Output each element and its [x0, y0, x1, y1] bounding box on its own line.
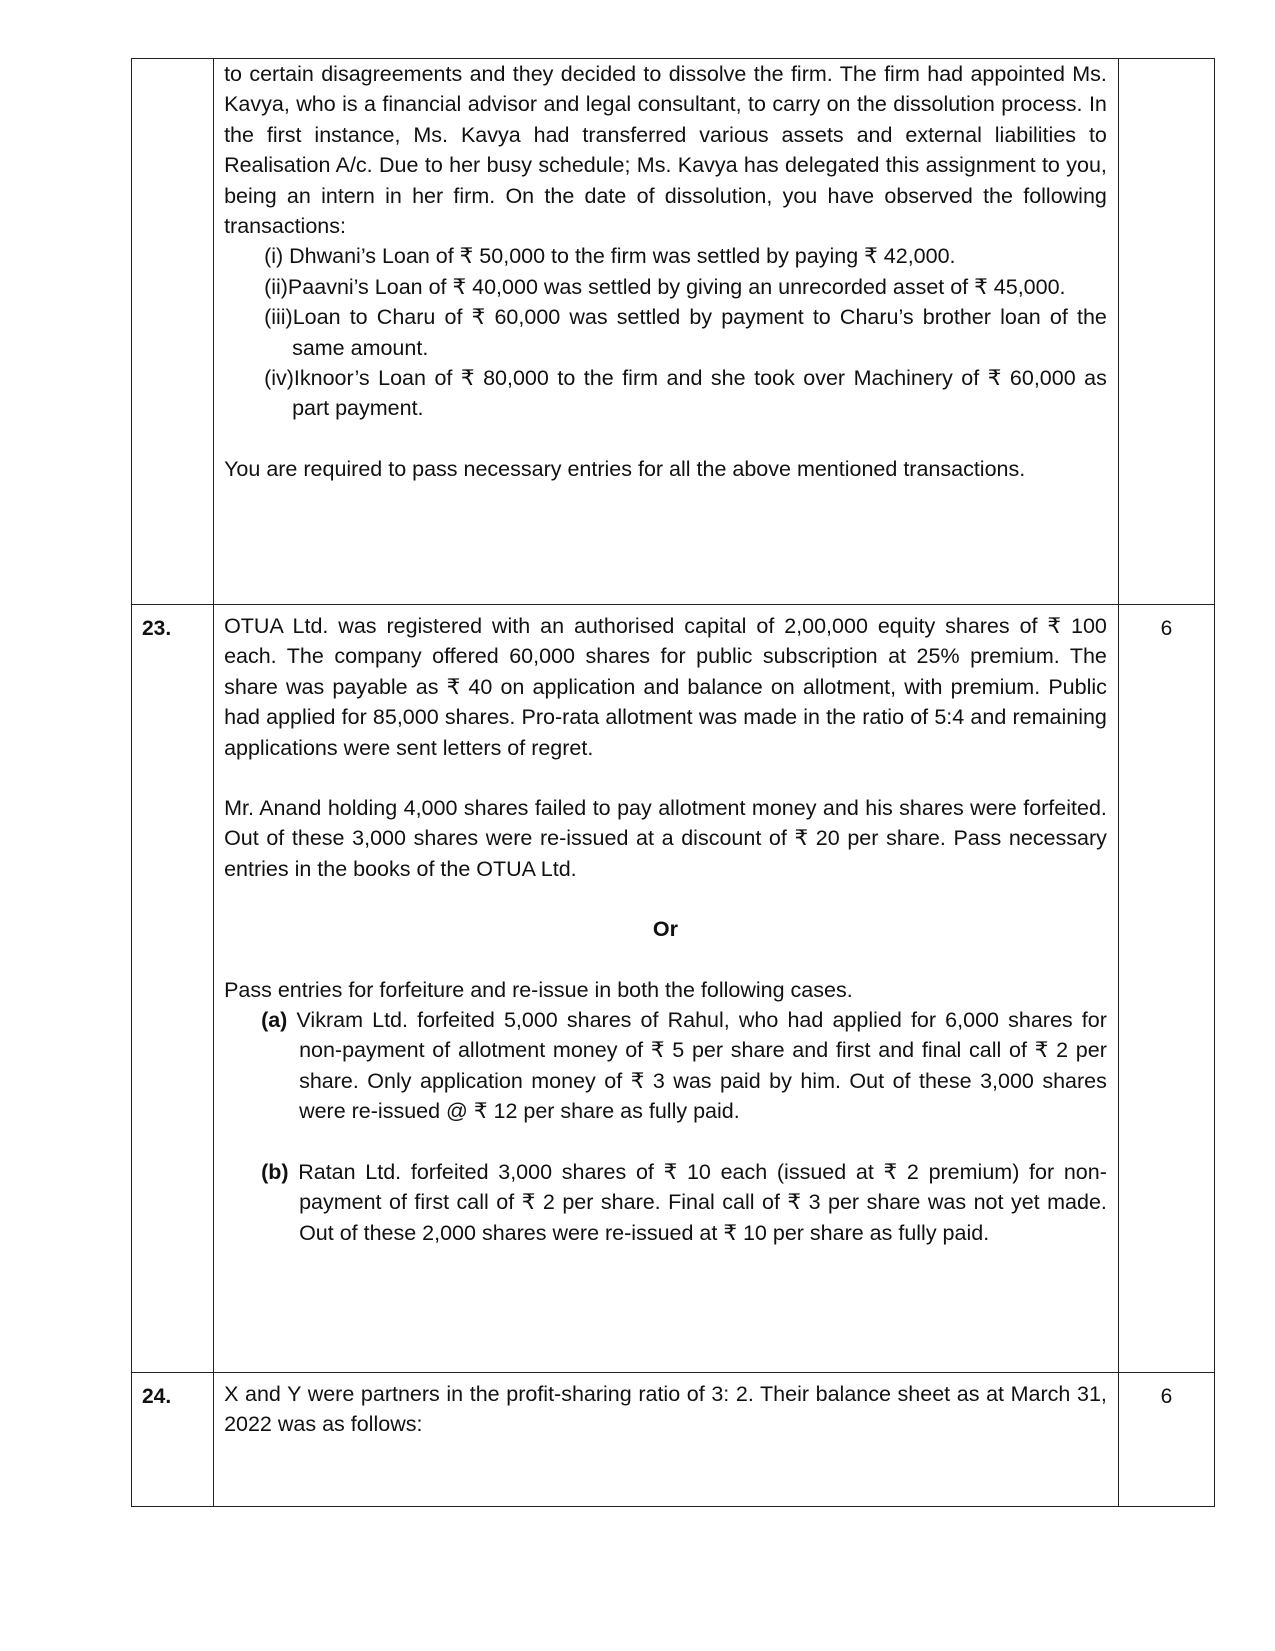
question-text-cell [214, 1373, 1119, 1507]
case-a-label: (a) [261, 1008, 288, 1033]
question-number-cell [132, 59, 214, 605]
question-text-cell [214, 59, 1119, 605]
question-number: 24. [132, 1373, 214, 1507]
question-marks: 6 [1118, 605, 1214, 1373]
question-row-24 [132, 1373, 1215, 1507]
q23-para-1: OTUA Ltd. was registered with an authorised capital of 2,00,000 equity shares of ₹ 100 each. The company offered 60,000 shares for public subscription at 25% premium. The share was payable as ₹ 40 on application and balance on allotment, with premium. Public had applied for 85,000 shares. Pro-rata allotment was made in the ratio of 5:4 and remaining applications were sent letters of regret. [224, 614, 1107, 760]
q22-item-iii: (iii)Loan to Charu of ₹ 60,000 was settled by payment to Charu’s brother loan of the same amount. [264, 305, 1107, 360]
q22-transaction-list [224, 241, 1107, 423]
q23-case-b [224, 1157, 1107, 1248]
q23-cases-list [224, 1005, 1107, 1127]
question-text-cell [214, 605, 1119, 1373]
q23-para-2: Mr. Anand holding 4,000 shares failed to pay allotment money and his shares were forfeited. Out of these 3,000 shares were re-issued at a discount of ₹ 20 per share. Pass necessary entries in the books of the OTUA Ltd. [224, 796, 1107, 881]
q23-cases-list-b [224, 1157, 1107, 1248]
q23-case-a [224, 1005, 1107, 1127]
case-b-label: (b) [261, 1159, 289, 1184]
q22-item-i: (i) Dhwani’s Loan of ₹ 50,000 to the firm was settled by paying ₹ 42,000. [264, 244, 956, 269]
question-number: 23. [132, 605, 214, 1373]
case-b-text: Ratan Ltd. forfeited 3,000 shares of ₹ 10 each (issued at ₹ 2 premium) for non-payment of first call of ₹ 2 per share. Final call of ₹ 3 per share was not yet made. Out of these 2,000 shares were re-issued at ₹ 10 per share as fully paid. [298, 1159, 1107, 1245]
q22-item-ii: (ii)Paavni’s Loan of ₹ 40,000 was settled by giving an unrecorded asset of ₹ 45,000. [264, 274, 1066, 299]
q22-closing: You are required to pass necessary entries for all the above mentioned transactions. [224, 456, 1026, 481]
question-row-22-continued [132, 59, 1215, 605]
q23-alt-intro: Pass entries for forfeiture and re-issue in both the following cases. [224, 977, 853, 1002]
question-row-23 [132, 605, 1215, 1373]
q22-intro: to certain disagreements and they decided to dissolve the firm. The firm had appointed Ms. Kavya, who is a financial advisor and legal consultant, to carry on the dissolution process. In the first instance, Ms. Kavya had transferred various assets and external liabilities to Realisation A/c. Due to her busy schedule; Ms. Kavya has delegated this assignment to you, being an intern in her firm. On the date of dissolution, you have observed the following transactions: [224, 62, 1107, 239]
question-table [131, 58, 1215, 1507]
q22-item-iv: (iv)Iknoor’s Loan of ₹ 80,000 to the firm and she took over Machinery of ₹ 60,000 as part payment. [264, 366, 1107, 421]
case-a-text: Vikram Ltd. forfeited 5,000 shares of Rahul, who had applied for 6,000 shares for non-payment of allotment money of ₹ 5 per share and first and final call of ₹ 2 per share. Only application money of ₹ 3 was paid by him. Out of these 3,000 shares were re-issued @ ₹ 12 per share as fully paid. [296, 1008, 1107, 1124]
marks-cell [1118, 59, 1214, 605]
question-marks: 6 [1118, 1373, 1214, 1507]
q24-para-1: X and Y were partners in the profit-sharing ratio of 3: 2. Their balance sheet as at March 31, 2022 was as follows: [224, 1382, 1107, 1437]
or-separator: Or [652, 917, 679, 942]
